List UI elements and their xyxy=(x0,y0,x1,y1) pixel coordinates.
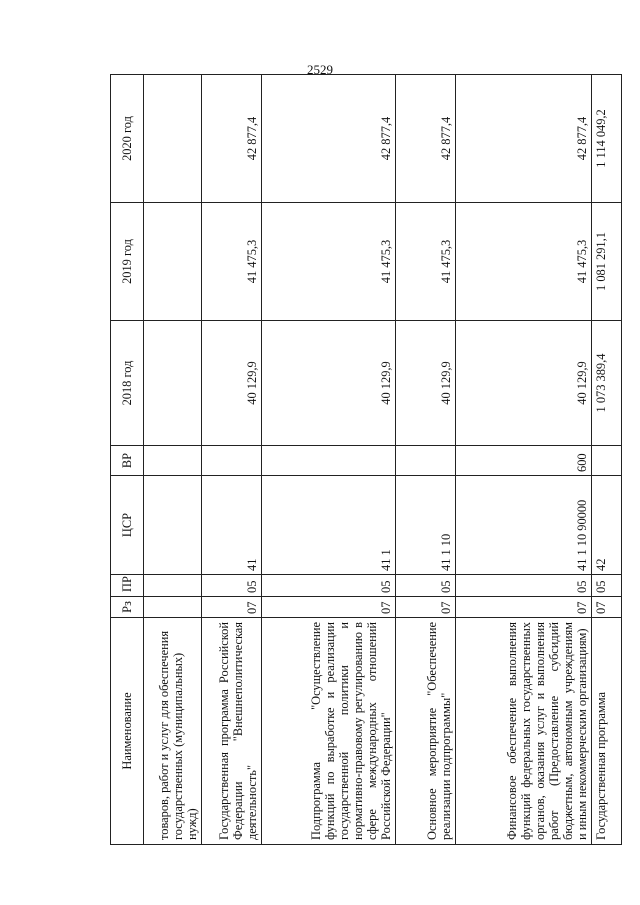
row-csr: 42 xyxy=(592,476,622,575)
header-vr: ВР xyxy=(111,446,144,476)
row-2020: 42 877,4 xyxy=(396,75,456,203)
row-name: Подпрограмма "Осуществление функций по выработке и реализации государственной политики и нормативно-правовому регулированию в сфере международных отношений Российской Федерации" xyxy=(262,618,396,845)
header-2020: 2020 год xyxy=(111,75,144,203)
row-pr: 05 xyxy=(262,575,396,597)
row-name: Государственная программа xyxy=(592,618,622,845)
row-2019: 41 475,3 xyxy=(396,203,456,321)
row-rz: 07 xyxy=(456,597,592,618)
row-csr: 41 xyxy=(202,476,262,575)
row-2020 xyxy=(144,75,202,203)
row-2019: 41 475,3 xyxy=(262,203,396,321)
row-name: Основное мероприятие "Обеспечение реализации подпрограммы" xyxy=(396,618,456,845)
row-csr: 41 1 10 90000 xyxy=(456,476,592,575)
row-2020: 42 877,4 xyxy=(262,75,396,203)
table-row xyxy=(456,75,592,845)
row-pr: 05 xyxy=(396,575,456,597)
row-name: Финансовое обеспечение выполнения функций федеральных государственных органов, оказания услуг и выполнения работ (Предоставление субсидий бюджетным, автономным учреждениям и иным некоммерческим организациям) xyxy=(456,618,592,845)
header-row xyxy=(111,75,144,845)
row-pr: 05 xyxy=(456,575,592,597)
table-row xyxy=(262,75,396,845)
row-csr xyxy=(144,476,202,575)
row-vr xyxy=(202,446,262,476)
row-2019 xyxy=(144,203,202,321)
row-vr: 600 xyxy=(456,446,592,476)
row-vr xyxy=(592,446,622,476)
row-2018: 1 073 389,4 xyxy=(592,321,622,446)
row-pr xyxy=(144,575,202,597)
table-row xyxy=(592,75,622,845)
header-rz: Рз xyxy=(111,597,144,618)
row-name: Государственная программа Российской Федерации "Внешнеполитическая деятельность" xyxy=(202,618,262,845)
row-2020: 1 114 049,2 xyxy=(592,75,622,203)
row-pr: 05 xyxy=(202,575,262,597)
row-vr xyxy=(262,446,396,476)
row-pr: 05 xyxy=(592,575,622,597)
header-csr: ЦСР xyxy=(111,476,144,575)
row-2019: 41 475,3 xyxy=(202,203,262,321)
row-2018: 40 129,9 xyxy=(202,321,262,446)
row-rz xyxy=(144,597,202,618)
row-2020: 42 877,4 xyxy=(456,75,592,203)
row-2019: 41 475,3 xyxy=(456,203,592,321)
row-vr xyxy=(144,446,202,476)
row-2018: 40 129,9 xyxy=(396,321,456,446)
row-name: товаров, работ и услуг для обеспечения государственных (муниципальных) нужд) xyxy=(144,618,202,845)
budget-table xyxy=(110,74,622,845)
header-2019: 2019 год xyxy=(111,203,144,321)
row-csr: 41 1 xyxy=(262,476,396,575)
row-2018: 40 129,9 xyxy=(456,321,592,446)
budget-table-sheet xyxy=(110,75,608,845)
header-name: Наименование xyxy=(111,618,144,845)
row-2019: 1 081 291,1 xyxy=(592,203,622,321)
row-csr: 41 1 10 xyxy=(396,476,456,575)
page-number: 2529 xyxy=(307,62,333,77)
row-rz: 07 xyxy=(262,597,396,618)
table-row xyxy=(396,75,456,845)
row-rz: 07 xyxy=(592,597,622,618)
table-row xyxy=(144,75,202,845)
rotated-page xyxy=(110,75,608,845)
row-rz: 07 xyxy=(202,597,262,618)
table-row xyxy=(202,75,262,845)
header-2018: 2018 год xyxy=(111,321,144,446)
row-2018 xyxy=(144,321,202,446)
row-2020: 42 877,4 xyxy=(202,75,262,203)
row-2018: 40 129,9 xyxy=(262,321,396,446)
row-rz: 07 xyxy=(396,597,456,618)
row-vr xyxy=(396,446,456,476)
header-pr: ПР xyxy=(111,575,144,597)
